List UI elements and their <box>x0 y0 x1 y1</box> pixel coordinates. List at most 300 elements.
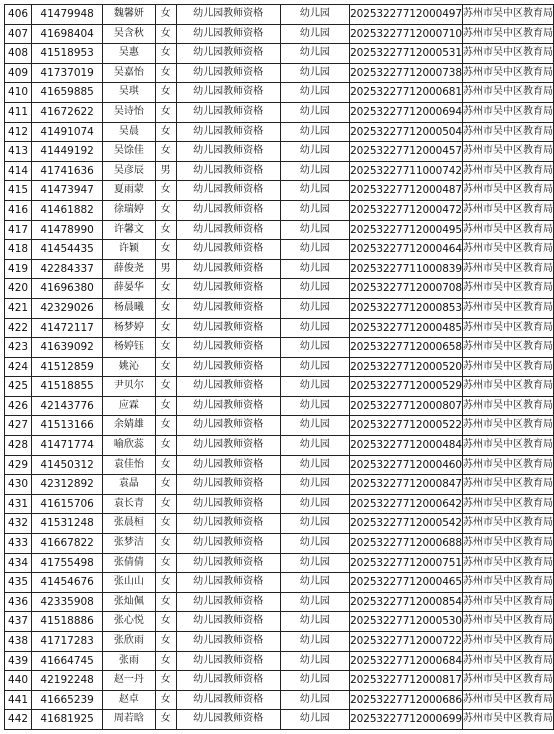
table-row <box>5 612 554 632</box>
issuing-authority-cell: 苏州市吴中区教育局 <box>462 612 553 632</box>
table-row <box>5 592 554 612</box>
certificate-number-cell: 20253227712000520 <box>350 357 463 377</box>
issuing-authority-cell: 苏州市吴中区教育局 <box>462 240 553 260</box>
issuing-authority-cell: 苏州市吴中区教育局 <box>462 690 553 710</box>
gender-cell: 女 <box>155 534 176 554</box>
table-row <box>5 573 554 593</box>
qualification-cell: 幼儿园教师资格 <box>176 259 280 279</box>
issuing-authority-cell: 苏州市吴中区教育局 <box>462 396 553 416</box>
subject-cell: 幼儿园 <box>280 592 349 612</box>
qualification-cell: 幼儿园教师资格 <box>176 63 280 83</box>
qualification-cell: 幼儿园教师资格 <box>176 671 280 691</box>
table-row <box>5 122 554 142</box>
table-body <box>5 5 554 730</box>
certificate-number-cell: 20253227712000504 <box>350 122 463 142</box>
seq-cell: 438 <box>5 632 32 652</box>
candidate-id-cell: 41741636 <box>32 161 103 181</box>
name-cell: 张晨桓 <box>103 514 156 534</box>
table-row <box>5 396 554 416</box>
subject-cell: 幼儿园 <box>280 475 349 495</box>
name-cell: 魏馨妍 <box>103 5 156 25</box>
candidate-id-cell: 41737019 <box>32 63 103 83</box>
certificate-number-cell: 20253227712000751 <box>350 553 463 573</box>
issuing-authority-cell: 苏州市吴中区教育局 <box>462 514 553 534</box>
qualification-cell: 幼儿园教师资格 <box>176 338 280 358</box>
qualification-cell: 幼儿园教师资格 <box>176 592 280 612</box>
subject-cell: 幼儿园 <box>280 671 349 691</box>
issuing-authority-cell: 苏州市吴中区教育局 <box>462 710 553 730</box>
issuing-authority-cell: 苏州市吴中区教育局 <box>462 357 553 377</box>
subject-cell: 幼儿园 <box>280 63 349 83</box>
gender-cell: 女 <box>155 200 176 220</box>
issuing-authority-cell: 苏州市吴中区教育局 <box>462 142 553 162</box>
candidate-id-cell: 41471774 <box>32 436 103 456</box>
candidate-id-cell: 41696380 <box>32 279 103 299</box>
subject-cell: 幼儿园 <box>280 44 349 64</box>
seq-cell: 414 <box>5 161 32 181</box>
seq-cell: 433 <box>5 534 32 554</box>
subject-cell: 幼儿园 <box>280 83 349 103</box>
seq-cell: 412 <box>5 122 32 142</box>
name-cell: 张欣雨 <box>103 632 156 652</box>
gender-cell: 女 <box>155 690 176 710</box>
issuing-authority-cell: 苏州市吴中区教育局 <box>462 24 553 44</box>
qualification-cell: 幼儿园教师资格 <box>176 318 280 338</box>
qualification-cell: 幼儿园教师资格 <box>176 102 280 122</box>
candidate-id-cell: 41531248 <box>32 514 103 534</box>
issuing-authority-cell: 苏州市吴中区教育局 <box>462 181 553 201</box>
issuing-authority-cell: 苏州市吴中区教育局 <box>462 338 553 358</box>
subject-cell: 幼儿园 <box>280 494 349 514</box>
qualification-cell: 幼儿园教师资格 <box>176 44 280 64</box>
gender-cell: 女 <box>155 651 176 671</box>
name-cell: 吴琪 <box>103 83 156 103</box>
subject-cell: 幼儿园 <box>280 161 349 181</box>
seq-cell: 418 <box>5 240 32 260</box>
candidate-id-cell: 41755498 <box>32 553 103 573</box>
seq-cell: 409 <box>5 63 32 83</box>
subject-cell: 幼儿园 <box>280 612 349 632</box>
issuing-authority-cell: 苏州市吴中区教育局 <box>462 200 553 220</box>
certificate-number-cell: 20253227712000710 <box>350 24 463 44</box>
seq-cell: 408 <box>5 44 32 64</box>
table-row <box>5 63 554 83</box>
gender-cell: 女 <box>155 494 176 514</box>
seq-cell: 431 <box>5 494 32 514</box>
gender-cell: 男 <box>155 259 176 279</box>
name-cell: 徐瑞婷 <box>103 200 156 220</box>
name-cell: 袁长青 <box>103 494 156 514</box>
name-cell: 吴彦辰 <box>103 161 156 181</box>
table-row <box>5 338 554 358</box>
seq-cell: 424 <box>5 357 32 377</box>
issuing-authority-cell: 苏州市吴中区教育局 <box>462 122 553 142</box>
issuing-authority-cell: 苏州市吴中区教育局 <box>462 475 553 495</box>
name-cell: 应霖 <box>103 396 156 416</box>
seq-cell: 406 <box>5 5 32 25</box>
name-cell: 吴惠 <box>103 44 156 64</box>
seq-cell: 442 <box>5 710 32 730</box>
certificate-number-cell: 20253227712000699 <box>350 710 463 730</box>
qualification-cell: 幼儿园教师资格 <box>176 436 280 456</box>
subject-cell: 幼儿园 <box>280 573 349 593</box>
qualification-cell: 幼儿园教师资格 <box>176 220 280 240</box>
seq-cell: 425 <box>5 377 32 397</box>
candidate-id-cell: 41615706 <box>32 494 103 514</box>
name-cell: 张心悦 <box>103 612 156 632</box>
qualification-cell: 幼儿园教师资格 <box>176 475 280 495</box>
subject-cell: 幼儿园 <box>280 357 349 377</box>
qualification-cell: 幼儿园教师资格 <box>176 632 280 652</box>
seq-cell: 441 <box>5 690 32 710</box>
seq-cell: 437 <box>5 612 32 632</box>
seq-cell: 421 <box>5 298 32 318</box>
name-cell: 袁佳怡 <box>103 455 156 475</box>
table-row <box>5 161 554 181</box>
issuing-authority-cell: 苏州市吴中区教育局 <box>462 377 553 397</box>
candidate-id-cell: 41664745 <box>32 651 103 671</box>
name-cell: 吴嘉怡 <box>103 63 156 83</box>
certificate-number-cell: 20253227712000708 <box>350 279 463 299</box>
certificate-number-cell: 20253227712000738 <box>350 63 463 83</box>
candidate-id-cell: 42335908 <box>32 592 103 612</box>
table-row <box>5 181 554 201</box>
gender-cell: 女 <box>155 63 176 83</box>
name-cell: 张梦洁 <box>103 534 156 554</box>
name-cell: 张山山 <box>103 573 156 593</box>
table-row <box>5 357 554 377</box>
qualification-cell: 幼儿园教师资格 <box>176 710 280 730</box>
qualification-cell: 幼儿园教师资格 <box>176 377 280 397</box>
table-row <box>5 494 554 514</box>
certificate-number-cell: 20253227712000487 <box>350 181 463 201</box>
gender-cell: 女 <box>155 122 176 142</box>
candidate-id-cell: 41473947 <box>32 181 103 201</box>
qualification-cell: 幼儿园教师资格 <box>176 416 280 436</box>
gender-cell: 女 <box>155 592 176 612</box>
candidate-id-cell: 41717283 <box>32 632 103 652</box>
gender-cell: 女 <box>155 671 176 691</box>
table-row <box>5 102 554 122</box>
qualification-cell: 幼儿园教师资格 <box>176 651 280 671</box>
table-row <box>5 259 554 279</box>
table-row <box>5 200 554 220</box>
gender-cell: 女 <box>155 298 176 318</box>
certificate-number-cell: 20253227712000658 <box>350 338 463 358</box>
seq-cell: 428 <box>5 436 32 456</box>
certificate-number-cell: 20253227712000472 <box>350 200 463 220</box>
issuing-authority-cell: 苏州市吴中区教育局 <box>462 534 553 554</box>
seq-cell: 420 <box>5 279 32 299</box>
certificate-number-cell: 20253227712000722 <box>350 632 463 652</box>
subject-cell: 幼儿园 <box>280 396 349 416</box>
table-row <box>5 240 554 260</box>
gender-cell: 女 <box>155 181 176 201</box>
subject-cell: 幼儿园 <box>280 338 349 358</box>
subject-cell: 幼儿园 <box>280 5 349 25</box>
issuing-authority-cell: 苏州市吴中区教育局 <box>462 455 553 475</box>
gender-cell: 女 <box>155 436 176 456</box>
name-cell: 吴晨 <box>103 122 156 142</box>
qualification-cell: 幼儿园教师资格 <box>176 161 280 181</box>
qualification-cell: 幼儿园教师资格 <box>176 553 280 573</box>
name-cell: 杨梦婷 <box>103 318 156 338</box>
certificate-number-cell: 20253227712000484 <box>350 436 463 456</box>
subject-cell: 幼儿园 <box>280 534 349 554</box>
subject-cell: 幼儿园 <box>280 102 349 122</box>
seq-cell: 430 <box>5 475 32 495</box>
gender-cell: 女 <box>155 455 176 475</box>
subject-cell: 幼儿园 <box>280 651 349 671</box>
candidate-id-cell: 41681925 <box>32 710 103 730</box>
candidate-id-cell: 41449192 <box>32 142 103 162</box>
issuing-authority-cell: 苏州市吴中区教育局 <box>462 161 553 181</box>
issuing-authority-cell: 苏州市吴中区教育局 <box>462 573 553 593</box>
table-row <box>5 377 554 397</box>
candidate-id-cell: 41518886 <box>32 612 103 632</box>
gender-cell: 女 <box>155 5 176 25</box>
table-row <box>5 318 554 338</box>
candidate-id-cell: 41667822 <box>32 534 103 554</box>
seq-cell: 436 <box>5 592 32 612</box>
seq-cell: 419 <box>5 259 32 279</box>
issuing-authority-cell: 苏州市吴中区教育局 <box>462 220 553 240</box>
seq-cell: 440 <box>5 671 32 691</box>
certificate-number-cell: 20253227712000684 <box>350 651 463 671</box>
issuing-authority-cell: 苏州市吴中区教育局 <box>462 632 553 652</box>
seq-cell: 427 <box>5 416 32 436</box>
certificate-number-cell: 20253227712000531 <box>350 44 463 64</box>
certificate-number-cell: 20253227712000495 <box>350 220 463 240</box>
certificate-number-cell: 20253227712000542 <box>350 514 463 534</box>
seq-cell: 435 <box>5 573 32 593</box>
table-row <box>5 632 554 652</box>
subject-cell: 幼儿园 <box>280 259 349 279</box>
gender-cell: 女 <box>155 279 176 299</box>
table-row <box>5 298 554 318</box>
name-cell: 赵卓 <box>103 690 156 710</box>
table-row <box>5 24 554 44</box>
table-row <box>5 690 554 710</box>
qualification-cell: 幼儿园教师资格 <box>176 357 280 377</box>
seq-cell: 411 <box>5 102 32 122</box>
seq-cell: 410 <box>5 83 32 103</box>
table-row <box>5 220 554 240</box>
table-row <box>5 553 554 573</box>
name-cell: 周若晗 <box>103 710 156 730</box>
issuing-authority-cell: 苏州市吴中区教育局 <box>462 279 553 299</box>
name-cell: 吴馀佳 <box>103 142 156 162</box>
issuing-authority-cell: 苏州市吴中区教育局 <box>462 44 553 64</box>
seq-cell: 413 <box>5 142 32 162</box>
qualification-cell: 幼儿园教师资格 <box>176 455 280 475</box>
table-row <box>5 142 554 162</box>
certificate-number-cell: 20253227712000457 <box>350 142 463 162</box>
candidate-id-cell: 41454676 <box>32 573 103 593</box>
candidate-id-cell: 42143776 <box>32 396 103 416</box>
name-cell: 杨晨曦 <box>103 298 156 318</box>
seq-cell: 434 <box>5 553 32 573</box>
gender-cell: 女 <box>155 102 176 122</box>
qualification-cell: 幼儿园教师资格 <box>176 240 280 260</box>
seq-cell: 422 <box>5 318 32 338</box>
name-cell: 薛晏华 <box>103 279 156 299</box>
name-cell: 许馨文 <box>103 220 156 240</box>
subject-cell: 幼儿园 <box>280 318 349 338</box>
candidate-id-cell: 41698404 <box>32 24 103 44</box>
gender-cell: 女 <box>155 632 176 652</box>
seq-cell: 429 <box>5 455 32 475</box>
issuing-authority-cell: 苏州市吴中区教育局 <box>462 553 553 573</box>
subject-cell: 幼儿园 <box>280 436 349 456</box>
qualification-cell: 幼儿园教师资格 <box>176 573 280 593</box>
issuing-authority-cell: 苏州市吴中区教育局 <box>462 5 553 25</box>
qualification-cell: 幼儿园教师资格 <box>176 83 280 103</box>
issuing-authority-cell: 苏州市吴中区教育局 <box>462 592 553 612</box>
issuing-authority-cell: 苏州市吴中区教育局 <box>462 318 553 338</box>
qualification-cell: 幼儿园教师资格 <box>176 612 280 632</box>
qualification-cell: 幼儿园教师资格 <box>176 200 280 220</box>
candidate-id-cell: 41639092 <box>32 338 103 358</box>
qualification-cell: 幼儿园教师资格 <box>176 181 280 201</box>
seq-cell: 432 <box>5 514 32 534</box>
subject-cell: 幼儿园 <box>280 377 349 397</box>
gender-cell: 女 <box>155 142 176 162</box>
candidate-id-cell: 41491074 <box>32 122 103 142</box>
table-row <box>5 44 554 64</box>
qualification-cell: 幼儿园教师资格 <box>176 514 280 534</box>
certificate-number-cell: 20253227712000465 <box>350 573 463 593</box>
gender-cell: 女 <box>155 396 176 416</box>
certificate-number-cell: 20253227712000497 <box>350 5 463 25</box>
candidate-id-cell: 41454435 <box>32 240 103 260</box>
candidate-id-cell: 41513166 <box>32 416 103 436</box>
qualification-cell: 幼儿园教师资格 <box>176 279 280 299</box>
candidate-id-cell: 41518953 <box>32 44 103 64</box>
candidate-id-cell: 41672622 <box>32 102 103 122</box>
candidate-id-cell: 41461882 <box>32 200 103 220</box>
table-row <box>5 5 554 25</box>
name-cell: 张灿佩 <box>103 592 156 612</box>
gender-cell: 女 <box>155 24 176 44</box>
subject-cell: 幼儿园 <box>280 298 349 318</box>
issuing-authority-cell: 苏州市吴中区教育局 <box>462 259 553 279</box>
candidate-id-cell: 41479948 <box>32 5 103 25</box>
gender-cell: 女 <box>155 220 176 240</box>
table-row <box>5 279 554 299</box>
gender-cell: 女 <box>155 44 176 64</box>
candidate-id-cell: 41659885 <box>32 83 103 103</box>
certificate-number-cell: 20253227711000742 <box>350 161 463 181</box>
qualification-cell: 幼儿园教师资格 <box>176 142 280 162</box>
issuing-authority-cell: 苏州市吴中区教育局 <box>462 298 553 318</box>
name-cell: 姚沁 <box>103 357 156 377</box>
table-row <box>5 651 554 671</box>
name-cell: 赵一丹 <box>103 671 156 691</box>
subject-cell: 幼儿园 <box>280 553 349 573</box>
gender-cell: 女 <box>155 83 176 103</box>
certificate-number-cell: 20253227712000807 <box>350 396 463 416</box>
issuing-authority-cell: 苏州市吴中区教育局 <box>462 436 553 456</box>
issuing-authority-cell: 苏州市吴中区教育局 <box>462 83 553 103</box>
gender-cell: 女 <box>155 416 176 436</box>
qualification-cell: 幼儿园教师资格 <box>176 298 280 318</box>
name-cell: 夏雨蒙 <box>103 181 156 201</box>
seq-cell: 407 <box>5 24 32 44</box>
issuing-authority-cell: 苏州市吴中区教育局 <box>462 102 553 122</box>
certificate-number-cell: 20253227712000681 <box>350 83 463 103</box>
seq-cell: 415 <box>5 181 32 201</box>
table-row <box>5 455 554 475</box>
seq-cell: 439 <box>5 651 32 671</box>
issuing-authority-cell: 苏州市吴中区教育局 <box>462 416 553 436</box>
candidate-id-cell: 41512859 <box>32 357 103 377</box>
issuing-authority-cell: 苏州市吴中区教育局 <box>462 494 553 514</box>
candidate-id-cell: 42192248 <box>32 671 103 691</box>
name-cell: 余婧雄 <box>103 416 156 436</box>
certificate-number-cell: 20253227712000464 <box>350 240 463 260</box>
candidate-id-cell: 41478990 <box>32 220 103 240</box>
certificate-number-cell: 20253227712000694 <box>350 102 463 122</box>
certificate-number-cell: 20253227712000530 <box>350 612 463 632</box>
name-cell: 许颖 <box>103 240 156 260</box>
table-row <box>5 514 554 534</box>
table-row <box>5 710 554 730</box>
gender-cell: 男 <box>155 161 176 181</box>
subject-cell: 幼儿园 <box>280 632 349 652</box>
table-row <box>5 534 554 554</box>
name-cell: 尹贝尔 <box>103 377 156 397</box>
subject-cell: 幼儿园 <box>280 181 349 201</box>
gender-cell: 女 <box>155 475 176 495</box>
seq-cell: 417 <box>5 220 32 240</box>
qualification-cell: 幼儿园教师资格 <box>176 24 280 44</box>
subject-cell: 幼儿园 <box>280 455 349 475</box>
certificate-number-cell: 20253227712000817 <box>350 671 463 691</box>
certificate-number-cell: 20253227711000839 <box>350 259 463 279</box>
table-row <box>5 416 554 436</box>
gender-cell: 女 <box>155 240 176 260</box>
certificate-number-cell: 20253227712000686 <box>350 690 463 710</box>
subject-cell: 幼儿园 <box>280 122 349 142</box>
subject-cell: 幼儿园 <box>280 514 349 534</box>
seq-cell: 416 <box>5 200 32 220</box>
seq-cell: 426 <box>5 396 32 416</box>
certificate-number-cell: 20253227712000460 <box>350 455 463 475</box>
name-cell: 袁晶 <box>103 475 156 495</box>
subject-cell: 幼儿园 <box>280 200 349 220</box>
candidate-id-cell: 42329026 <box>32 298 103 318</box>
gender-cell: 女 <box>155 357 176 377</box>
gender-cell: 女 <box>155 514 176 534</box>
qualification-cell: 幼儿园教师资格 <box>176 396 280 416</box>
table-row <box>5 475 554 495</box>
name-cell: 吴含秋 <box>103 24 156 44</box>
gender-cell: 女 <box>155 377 176 397</box>
table-row <box>5 83 554 103</box>
seq-cell: 423 <box>5 338 32 358</box>
certificate-number-cell: 20253227712000688 <box>350 534 463 554</box>
name-cell: 杨婷钰 <box>103 338 156 358</box>
certificate-number-cell: 20253227712000642 <box>350 494 463 514</box>
certificate-number-cell: 20253227712000485 <box>350 318 463 338</box>
candidate-id-cell: 41450312 <box>32 455 103 475</box>
gender-cell: 女 <box>155 338 176 358</box>
certificate-number-cell: 20253227712000854 <box>350 592 463 612</box>
subject-cell: 幼儿园 <box>280 416 349 436</box>
table-row <box>5 436 554 456</box>
qualification-cell: 幼儿园教师资格 <box>176 494 280 514</box>
